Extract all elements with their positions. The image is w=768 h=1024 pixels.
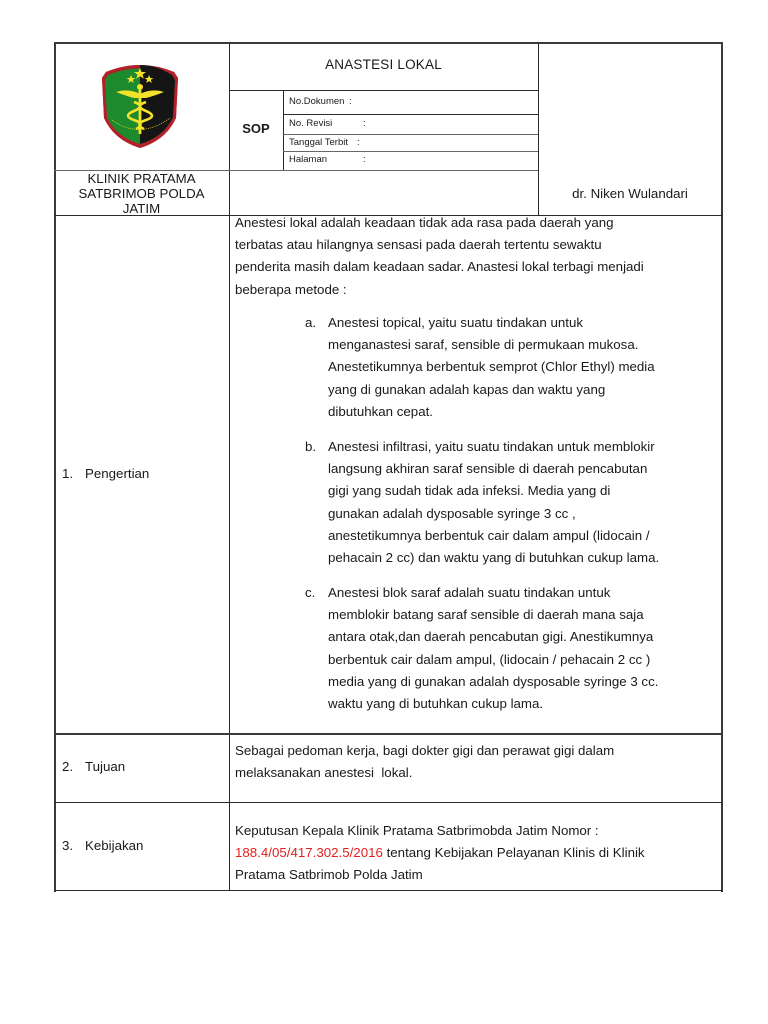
meta-row-tanggal-terbit bbox=[289, 137, 360, 148]
text-line: Pratama Satbrimob Polda Jatim bbox=[235, 867, 423, 883]
clinic-name-line: SATBRIMOB POLDA bbox=[78, 186, 205, 201]
section-title: Tujuan bbox=[85, 759, 126, 774]
pengertian-intro bbox=[235, 212, 720, 301]
text-line: anestetikumnya berbentuk cair dalam ampul (lidocain / bbox=[328, 527, 650, 543]
section-title: Pengertian bbox=[85, 466, 150, 481]
caduceus-shield-icon bbox=[96, 56, 184, 152]
section-label-tujuan bbox=[62, 759, 125, 774]
meta-divider-3 bbox=[283, 151, 538, 152]
text-line: langsung akhiran saraf sensible di daerah pencabutan bbox=[328, 461, 648, 477]
text-line: penderita masih dalam keadaan sadar. Anastesi lokal terbagi menjadi bbox=[235, 259, 644, 275]
meta-label: No.Dokumen bbox=[289, 96, 345, 107]
section-divider-2 bbox=[54, 802, 723, 803]
text-line: yang di gunakan adalah kapas dan waktu yang bbox=[328, 381, 606, 397]
text-line: Sebagai pedoman kerja, bagi dokter gigi dan perawat gigi dalam bbox=[235, 743, 615, 758]
clinic-name-line: KLINIK PRATAMA bbox=[87, 171, 196, 186]
text-line: gigi yang sudah tidak ada infeksi. Media yang di bbox=[328, 483, 611, 499]
text-line bbox=[235, 842, 720, 864]
text-line: Anestesi lokal adalah keadaan tidak ada rasa pada daerah yang bbox=[235, 215, 614, 230]
signatory-name: dr. Niken Wulandari bbox=[572, 186, 688, 201]
meta-separator: : bbox=[363, 154, 366, 165]
text-line: Keputusan Kepala Klinik Pratama Satbrimobda Jatim Nomor : bbox=[235, 823, 599, 838]
meta-label: No. Revisi bbox=[289, 118, 333, 129]
list-marker: b. bbox=[305, 439, 317, 454]
clinic-logo bbox=[96, 56, 184, 152]
text-line: Anestesi blok saraf adalah suatu tindakan untuk bbox=[328, 585, 611, 600]
meta-row-no-dokumen bbox=[289, 96, 352, 107]
text-line: Anestesi infiltrasi, yaitu suatu tindakan untuk memblokir bbox=[328, 439, 655, 454]
text-line: terbatas atau hilangnya sensasi pada daerah tertentu sewaktu bbox=[235, 237, 602, 253]
list-marker: c. bbox=[305, 585, 316, 600]
text-line: media yang di gunakan adalah dysposable syringe 3 cc. bbox=[328, 673, 659, 689]
meta-label: Tanggal Terbit bbox=[289, 137, 348, 148]
table-border-bottom bbox=[54, 890, 723, 891]
section-number: 2. bbox=[62, 759, 74, 774]
section-label-kebijakan bbox=[62, 838, 143, 853]
meta-separator: : bbox=[357, 137, 360, 148]
section-divider-1 bbox=[54, 733, 723, 735]
text-line: Anestetikumnya berbentuk semprot (Chlor Ethyl) media bbox=[328, 359, 655, 375]
list-marker: a. bbox=[305, 315, 317, 330]
decree-number: 188.4/05/417.302.5/2016 bbox=[235, 845, 383, 861]
section-title: Kebijakan bbox=[85, 838, 144, 853]
meta-divider-2 bbox=[283, 134, 538, 135]
section-number: 3. bbox=[62, 838, 74, 853]
text-line: gunakan adalah dysposable syringe 3 cc , bbox=[328, 505, 576, 521]
sop-divider bbox=[283, 90, 284, 170]
decree-description: tentang Kebijakan Pelayanan Klinis di Klinik bbox=[382, 845, 645, 861]
text-line: waktu yang di butuhkan cukup lama. bbox=[328, 696, 544, 712]
tujuan-text bbox=[235, 740, 720, 784]
text-line: berbentuk cair dalam ampul, (lidocain / pehacain 2 cc ) bbox=[328, 651, 651, 667]
text-line: pehacain 2 cc) dan waktu yang di butuhkan cukup lama. bbox=[328, 550, 660, 566]
text-line: memblokir batang saraf sensible di daerah mana saja bbox=[328, 607, 644, 623]
text-line: melaksanakan anestesi lokal. bbox=[235, 765, 413, 781]
section-number: 1. bbox=[62, 466, 74, 481]
table-border-right bbox=[721, 42, 723, 892]
text-line: Anestesi topical, yaitu suatu tindakan untuk bbox=[328, 315, 584, 330]
text-line: beberapa metode : bbox=[235, 281, 347, 297]
meta-separator: : bbox=[363, 118, 366, 129]
text-line: dibutuhkan cepat. bbox=[328, 403, 433, 419]
section-label-pengertian bbox=[62, 466, 149, 481]
kebijakan-text bbox=[235, 820, 720, 887]
meta-row-halaman bbox=[289, 154, 366, 165]
list-item-c bbox=[305, 582, 720, 715]
meta-label: Halaman bbox=[289, 154, 328, 165]
document-title: ANASTESI LOKAL bbox=[325, 57, 442, 72]
list-item-b bbox=[305, 436, 720, 569]
meta-row-no-revisi bbox=[289, 118, 366, 129]
meta-divider-1 bbox=[283, 114, 538, 115]
sop-label: SOP bbox=[242, 121, 270, 136]
clinic-name-line: JATIM bbox=[122, 201, 161, 216]
text-line: antara otak,dan daerah pencabutan gigi. Anestikumnya bbox=[328, 629, 654, 645]
list-item-a bbox=[305, 312, 720, 423]
meta-separator: : bbox=[349, 96, 352, 107]
clinic-name bbox=[54, 171, 229, 216]
text-line: menganastesi saraf, sensible di permukaan mukosa. bbox=[328, 337, 639, 353]
title-row-divider bbox=[229, 90, 538, 91]
table-border-top bbox=[54, 42, 723, 44]
